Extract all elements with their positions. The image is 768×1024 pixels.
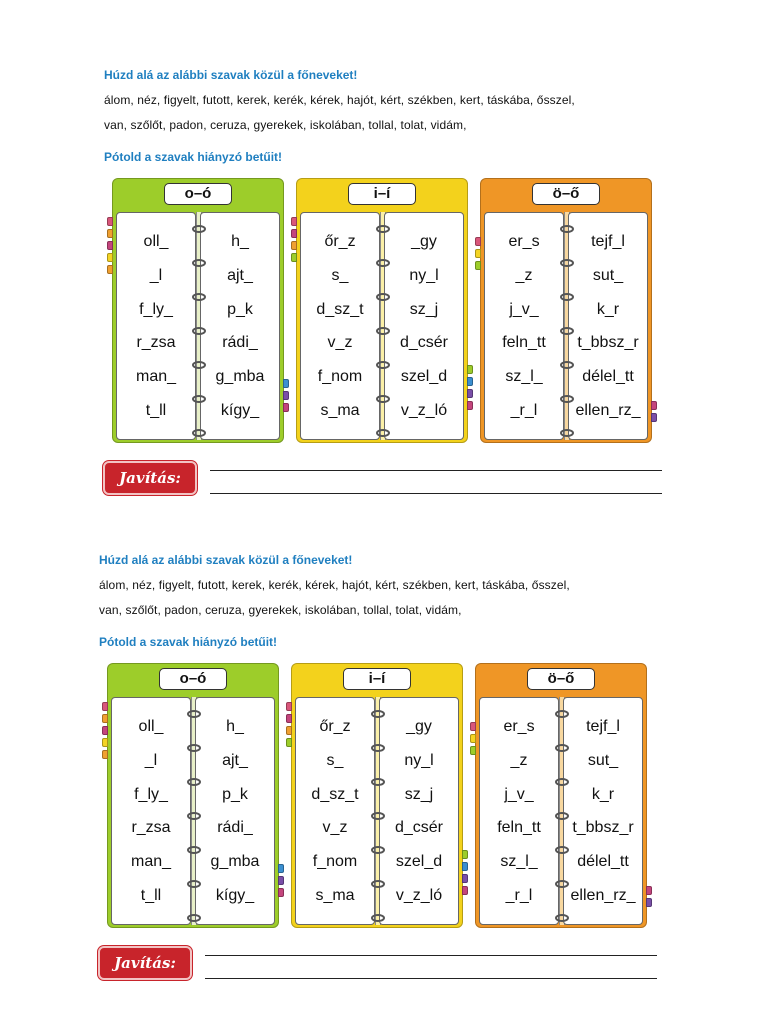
word-blank: g_mba: [210, 853, 260, 870]
notebook-tab: [107, 253, 113, 262]
word-blank: rádi_: [217, 819, 253, 836]
word-blank: p_k: [227, 301, 253, 318]
notebook-tab: [651, 413, 657, 422]
binder-ring-icon: [376, 395, 390, 403]
notebook-tab: [286, 702, 292, 711]
notebook-tab: [278, 876, 284, 885]
notebook-tab: [283, 403, 289, 412]
left-page: [116, 212, 196, 440]
notebook-tab: [291, 241, 297, 250]
word-blank: sz_j: [409, 301, 439, 318]
word-blank: _l: [144, 752, 158, 769]
card-title: o–ó: [164, 183, 232, 205]
binder-ring-icon: [560, 361, 574, 369]
word-blank: feln_tt: [502, 334, 546, 351]
notebook-tab: [102, 738, 108, 747]
word-blank: ellen_rz_: [575, 402, 641, 419]
word-list-line-1: álom, néz, figyelt, futott, kerek, kerék, kérek, hajót, kért, székben, kert, táskába, ősszel,: [104, 93, 575, 107]
binder-ring-icon: [371, 778, 385, 786]
word-blank: t_bbsz_r: [572, 819, 634, 836]
word-blank: kígy_: [215, 887, 255, 904]
binder-ring-icon: [187, 812, 201, 820]
binder-ring-icon: [560, 327, 574, 335]
word-blank: őr_z: [324, 233, 356, 250]
binder-ring-icon: [560, 259, 574, 267]
notebook-tab: [102, 714, 108, 723]
binder-ring-icon: [371, 846, 385, 854]
word-blank: ny_l: [404, 752, 434, 769]
word-list-line-1: álom, néz, figyelt, futott, kerek, kerék, kérek, hajót, kért, székben, kert, táskába, ősszel,: [99, 578, 570, 592]
notebook-card-i: [296, 178, 468, 443]
notebook-card-o: [112, 178, 284, 443]
word-blank: _z: [515, 267, 533, 284]
word-blank: feln_tt: [497, 819, 541, 836]
binder-ring-icon: [192, 429, 206, 437]
word-blank: p_k: [222, 786, 248, 803]
word-blank: f_nom: [312, 853, 358, 870]
right-page: [568, 212, 648, 440]
notebook-tab: [646, 886, 652, 895]
word-blank: _r_l: [505, 887, 533, 904]
word-blank: ellen_rz_: [570, 887, 636, 904]
binder-ring-icon: [555, 846, 569, 854]
word-blank: f_ly_: [139, 301, 173, 318]
notebook-tab: [286, 738, 292, 747]
binder-ring-icon: [371, 744, 385, 752]
notebook-tab: [462, 886, 468, 895]
binder-ring-icon: [376, 225, 390, 233]
notebook-tab: [467, 377, 473, 386]
notebook-tab: [278, 888, 284, 897]
right-page: [195, 697, 275, 925]
binder-ring-icon: [376, 259, 390, 267]
binder-ring-icon: [376, 361, 390, 369]
notebook-tab: [283, 379, 289, 388]
word-blank: d_sz_t: [316, 301, 364, 318]
binder-ring-icon: [560, 429, 574, 437]
word-blank: s_: [331, 267, 349, 284]
left-page: [479, 697, 559, 925]
instruction-fill-missing-letters: Pótold a szavak hiányzó betűit!: [104, 150, 283, 164]
binder-ring-icon: [192, 395, 206, 403]
word-blank: s_ma: [320, 402, 360, 419]
notebook-tab: [462, 862, 468, 871]
binder-ring-icon: [187, 880, 201, 888]
word-blank: r_zsa: [136, 334, 176, 351]
binder-ring-icon: [192, 259, 206, 267]
word-blank: t_bbsz_r: [577, 334, 639, 351]
word-blank: _r_l: [510, 402, 538, 419]
word-blank: kígy_: [220, 402, 260, 419]
binder-ring-icon: [555, 812, 569, 820]
notebook-tab: [646, 898, 652, 907]
notebook-tab: [291, 253, 297, 262]
notebook-tab: [470, 734, 476, 743]
binder-ring-icon: [371, 812, 385, 820]
word-blank: man_: [130, 853, 172, 870]
left-page: [295, 697, 375, 925]
binder-ring-icon: [371, 710, 385, 718]
notebook-card-i: [291, 663, 463, 928]
word-blank: délel_tt: [577, 853, 629, 870]
binder-ring-icon: [555, 744, 569, 752]
card-title: o–ó: [159, 668, 227, 690]
word-blank: ajt_: [222, 752, 248, 769]
notebook-tab: [462, 874, 468, 883]
word-blank: d_csér: [399, 334, 449, 351]
notebook-tab: [475, 237, 481, 246]
notebook-tab: [107, 265, 113, 274]
word-blank: tejf_l: [591, 233, 625, 250]
word-blank: sut_: [587, 752, 619, 769]
binder-ring-icon: [376, 429, 390, 437]
word-blank: őr_z: [319, 718, 351, 735]
binder-ring-icon: [187, 778, 201, 786]
word-blank: j_v_: [504, 786, 534, 803]
right-page: [384, 212, 464, 440]
word-blank: v_z: [322, 819, 348, 836]
notebook-tab: [475, 249, 481, 258]
word-blank: _gy: [411, 233, 437, 250]
notebook-tab: [102, 702, 108, 711]
binder-ring-icon: [192, 225, 206, 233]
word-blank: er_s: [508, 233, 540, 250]
answer-line: [205, 955, 657, 956]
word-blank: szel_d: [395, 853, 443, 870]
binder-ring-icon: [560, 395, 574, 403]
correction-badge: Javítás:: [103, 461, 197, 495]
word-blank: s_: [326, 752, 344, 769]
answer-line: [210, 493, 662, 494]
binder-ring-icon: [187, 846, 201, 854]
word-blank: k_r: [591, 786, 615, 803]
binder-ring-icon: [371, 914, 385, 922]
answer-line: [205, 978, 657, 979]
word-blank: v_z: [327, 334, 353, 351]
binder-ring-icon: [376, 293, 390, 301]
binder-ring-icon: [560, 293, 574, 301]
notebook-tab: [286, 726, 292, 735]
notebook-tab: [278, 864, 284, 873]
notebook-tab: [102, 726, 108, 735]
word-blank: t_ll: [140, 887, 162, 904]
binder-ring-icon: [555, 710, 569, 718]
notebook-tab: [467, 389, 473, 398]
notebook-tab: [107, 229, 113, 238]
notebook-tab: [470, 722, 476, 731]
instruction-fill-missing-letters: Pótold a szavak hiányzó betűit!: [99, 635, 278, 649]
answer-line: [210, 470, 662, 471]
word-blank: sz_l_: [505, 368, 543, 385]
binder-ring-icon: [555, 778, 569, 786]
notebook-tab: [475, 261, 481, 270]
word-blank: _z: [510, 752, 528, 769]
word-blank: d_sz_t: [311, 786, 359, 803]
notebook-tab: [102, 750, 108, 759]
notebook-tab: [107, 217, 113, 226]
card-title: i–í: [343, 668, 411, 690]
right-page: [200, 212, 280, 440]
notebook-tab: [467, 401, 473, 410]
notebook-tab: [291, 217, 297, 226]
exercise-section-2: [0, 545, 763, 1015]
word-blank: _l: [149, 267, 163, 284]
word-blank: ny_l: [409, 267, 439, 284]
notebook-tab: [462, 850, 468, 859]
card-title: ö–ő: [532, 183, 600, 205]
word-blank: _gy: [406, 718, 432, 735]
notebook-tab: [651, 401, 657, 410]
binder-ring-icon: [560, 225, 574, 233]
word-blank: j_v_: [509, 301, 539, 318]
binder-ring-icon: [187, 914, 201, 922]
word-list-line-2: van, szőlőt, padon, ceruza, gyerekek, iskolában, tollal, tolat, vidám,: [104, 118, 467, 132]
notebook-card-o: [107, 663, 279, 928]
binder-ring-icon: [187, 744, 201, 752]
correction-badge: Javítás:: [98, 946, 192, 980]
word-blank: f_nom: [317, 368, 363, 385]
word-list-line-2: van, szőlőt, padon, ceruza, gyerekek, iskolában, tollal, tolat, vidám,: [99, 603, 462, 617]
binder-ring-icon: [187, 710, 201, 718]
word-blank: h_: [226, 718, 244, 735]
word-blank: tejf_l: [586, 718, 620, 735]
right-page: [563, 697, 643, 925]
binder-ring-icon: [376, 327, 390, 335]
word-blank: v_z_ló: [400, 402, 448, 419]
word-blank: oll_: [138, 718, 164, 735]
binder-ring-icon: [371, 880, 385, 888]
notebook-tab: [283, 391, 289, 400]
word-blank: ajt_: [227, 267, 253, 284]
binder-ring-icon: [192, 327, 206, 335]
exercise-section-1: [0, 60, 768, 530]
instruction-underline-nouns: Húzd alá az alábbi szavak közül a főneveket!: [99, 553, 353, 567]
card-title: ö–ő: [527, 668, 595, 690]
word-blank: h_: [231, 233, 249, 250]
binder-ring-icon: [192, 293, 206, 301]
word-blank: er_s: [503, 718, 535, 735]
word-blank: sz_l_: [500, 853, 538, 870]
word-blank: k_r: [596, 301, 620, 318]
notebook-tab: [470, 746, 476, 755]
notebook-tab: [286, 714, 292, 723]
word-blank: sut_: [592, 267, 624, 284]
word-blank: szel_d: [400, 368, 448, 385]
word-blank: r_zsa: [131, 819, 171, 836]
word-blank: g_mba: [215, 368, 265, 385]
word-blank: v_z_ló: [395, 887, 443, 904]
word-blank: d_csér: [394, 819, 444, 836]
word-blank: s_ma: [315, 887, 355, 904]
notebook-tab: [107, 241, 113, 250]
left-page: [484, 212, 564, 440]
right-page: [379, 697, 459, 925]
word-blank: f_ly_: [134, 786, 168, 803]
word-blank: t_ll: [145, 402, 167, 419]
binder-ring-icon: [192, 361, 206, 369]
notebook-tab: [467, 365, 473, 374]
notebook-card-o-umlaut: [475, 663, 647, 928]
left-page: [111, 697, 191, 925]
binder-ring-icon: [555, 880, 569, 888]
word-blank: rádi_: [222, 334, 258, 351]
word-blank: man_: [135, 368, 177, 385]
notebook-tab: [291, 229, 297, 238]
binder-ring-icon: [555, 914, 569, 922]
word-blank: sz_j: [404, 786, 434, 803]
word-blank: oll_: [143, 233, 169, 250]
word-blank: délel_tt: [582, 368, 634, 385]
card-title: i–í: [348, 183, 416, 205]
notebook-card-o-umlaut: [480, 178, 652, 443]
left-page: [300, 212, 380, 440]
instruction-underline-nouns: Húzd alá az alábbi szavak közül a főneveket!: [104, 68, 358, 82]
